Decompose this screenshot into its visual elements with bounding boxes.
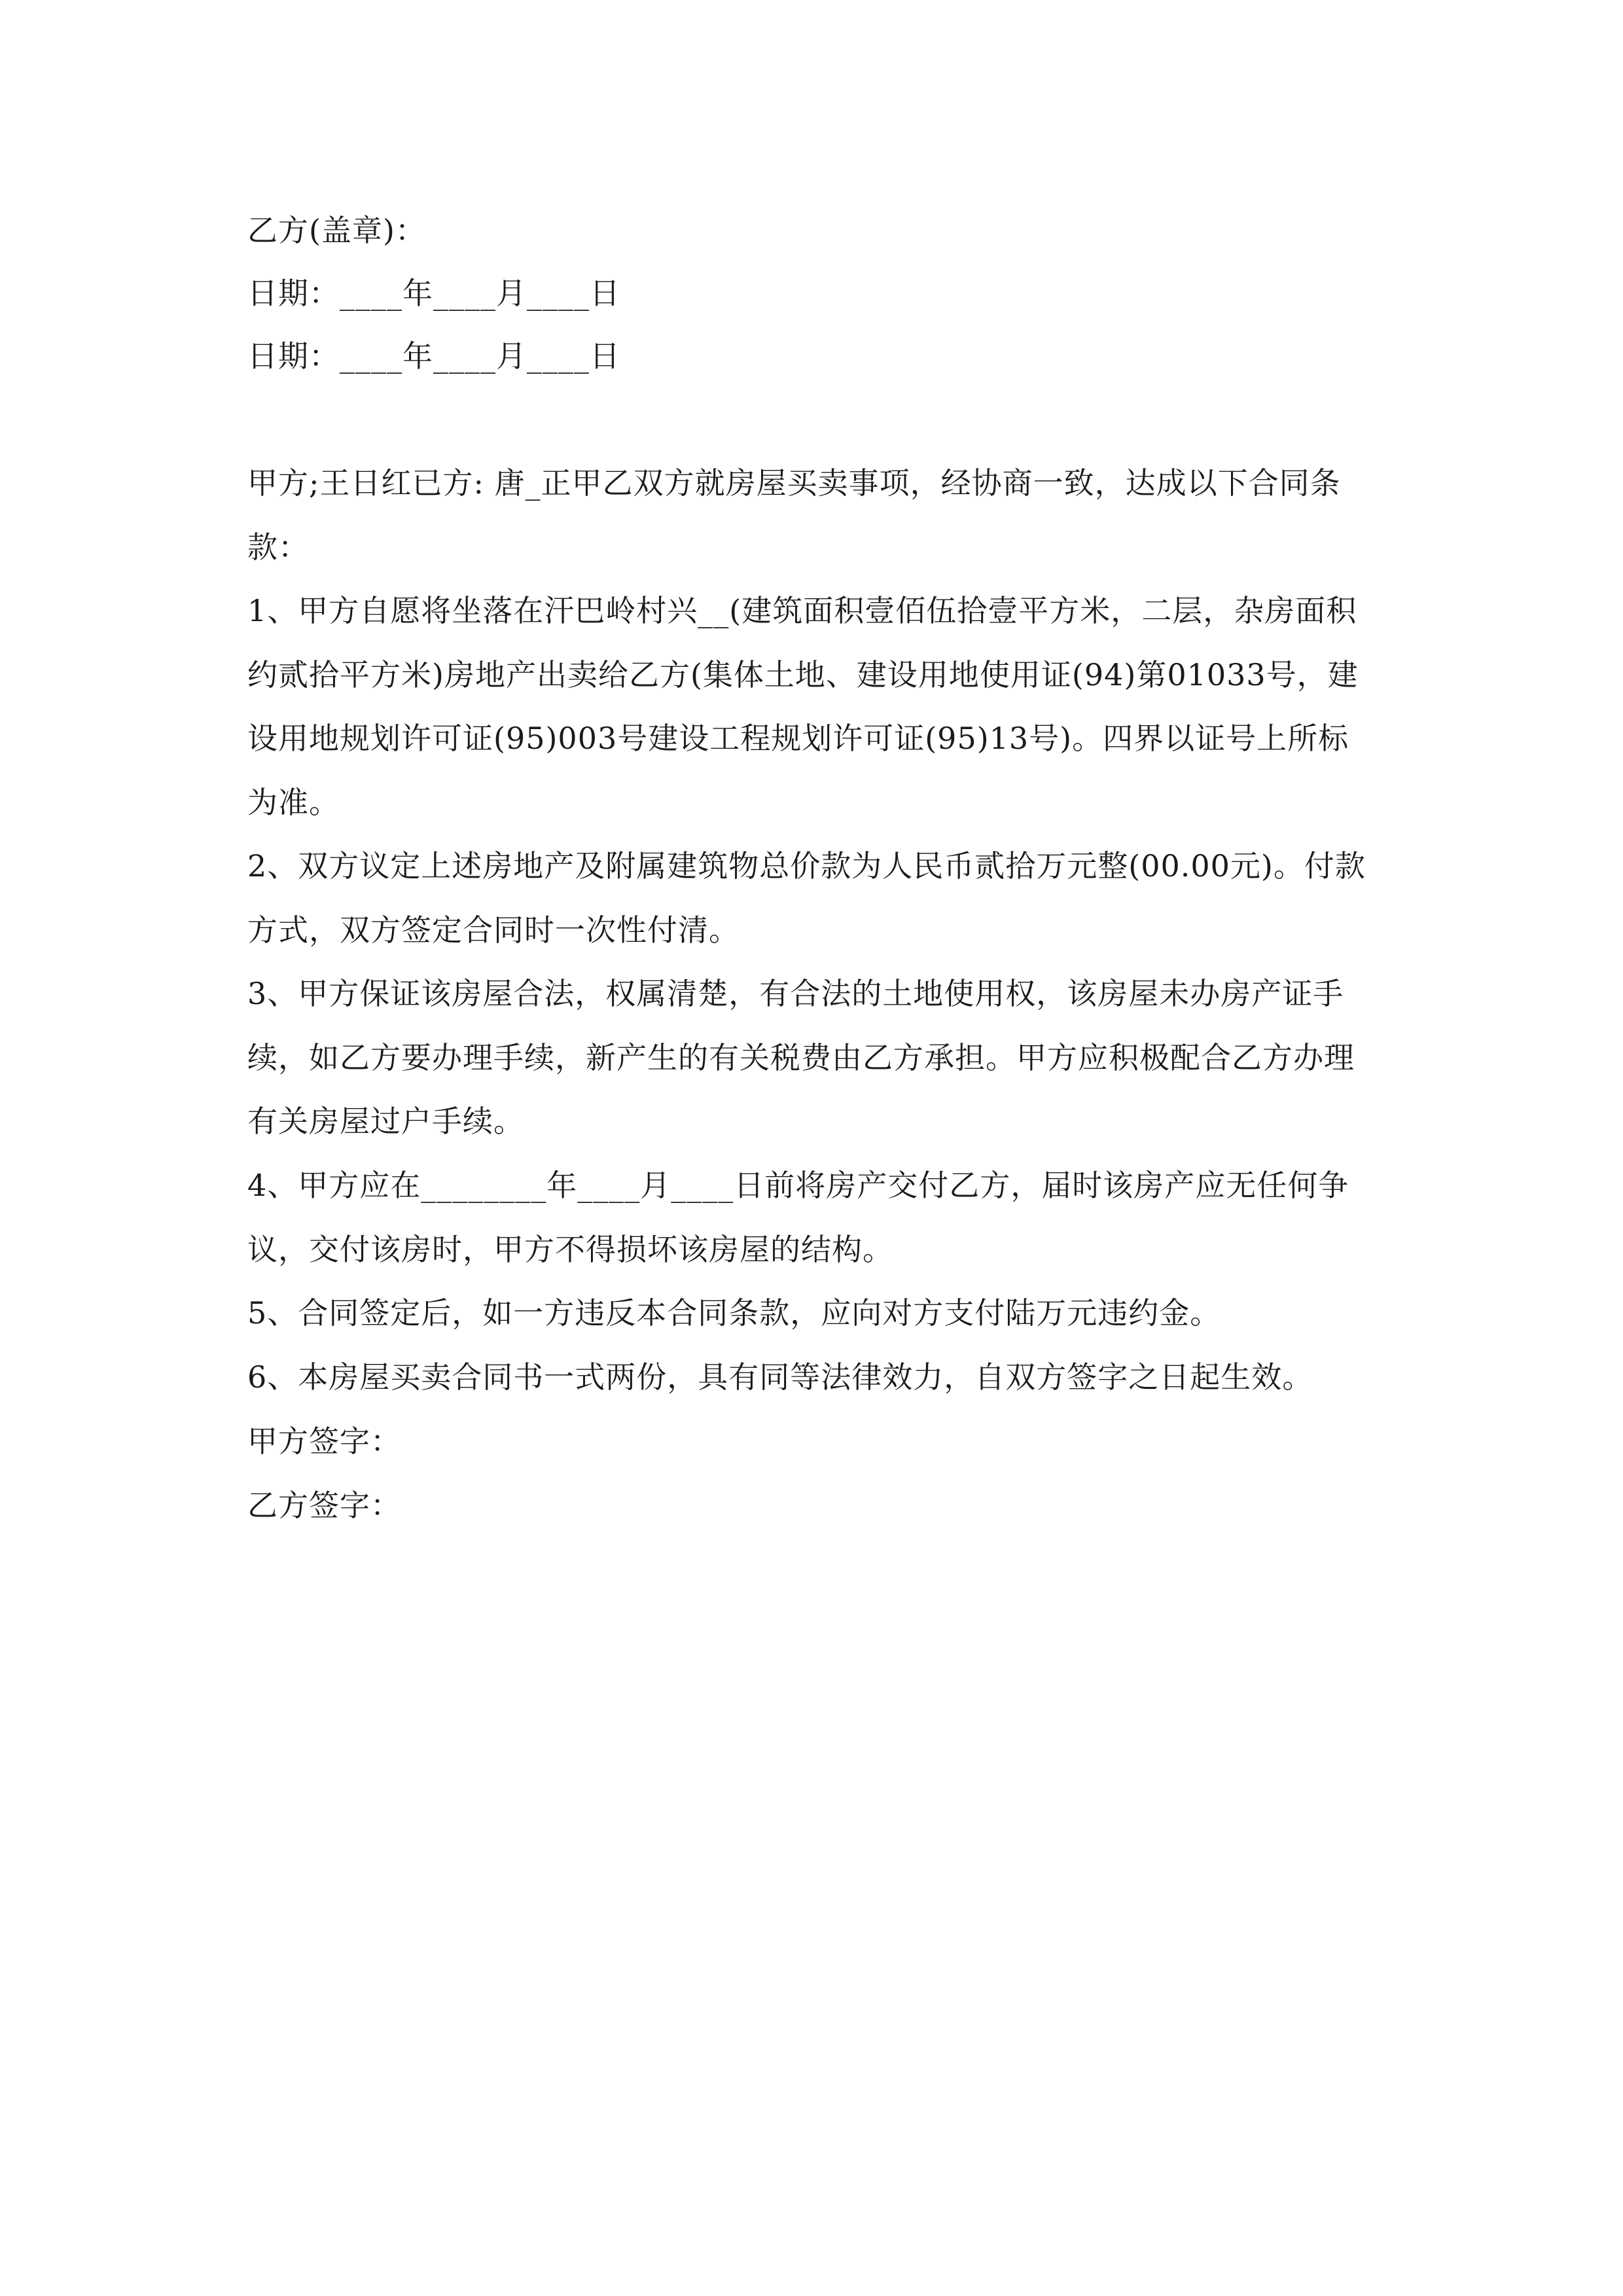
date-line-1: 日期：____年____月____日 [247,276,620,311]
contract-intro: 甲方;王日红已方: 唐_正甲乙双方就房屋买卖事项，经协商一致，达成以下合同条款： [247,465,1341,565]
clause-4: 4、甲方应在________年____月____日前将房产交付乙方，届时该房产应无任何争议，交付该房时，甲方不得损坏该房屋的结构。 [247,1168,1349,1267]
date-line-2: 日期：____年____月____日 [247,338,620,374]
clause-5: 5、合同签定后，如一方违反本合同条款，应向对方支付陆万元违约金。 [247,1295,1221,1331]
clause-3: 3、甲方保证该房屋合法，权属清楚，有合法的土地使用权，该房屋未办房产证手续，如乙方要办理手续，新产生的有关税费由乙方承担。甲方应积极配合乙方办理有关房屋过户手续。 [247,976,1355,1139]
clause-6: 6、本房屋买卖合同书一式两份，具有同等法律效力，自双方签字之日起生效。 [247,1359,1313,1395]
clause-1: 1、甲方自愿将坐落在汗巴岭村兴__(建筑面积壹佰伍拾壹平方米，二层，杂房面积约贰拾平方米)房地产出卖给乙方(集体土地、建设用地使用证(94)第01033号，建设用地规划许可证(95)003号建设工程规划许可证(95)13号)。四界以证号上所标为准。 [247,593,1359,820]
party-b-signature-line: 乙方签字： [247,1488,401,1523]
clause-2: 2、双方议定上述房地产及附属建筑物总价款为人民币贰拾万元整(00.00元)。付款方式，双方签定合同时一次性付清。 [247,848,1366,948]
party-b-seal-line: 乙方(盖章)： [247,213,426,248]
party-a-signature-line: 甲方签字： [247,1424,401,1459]
